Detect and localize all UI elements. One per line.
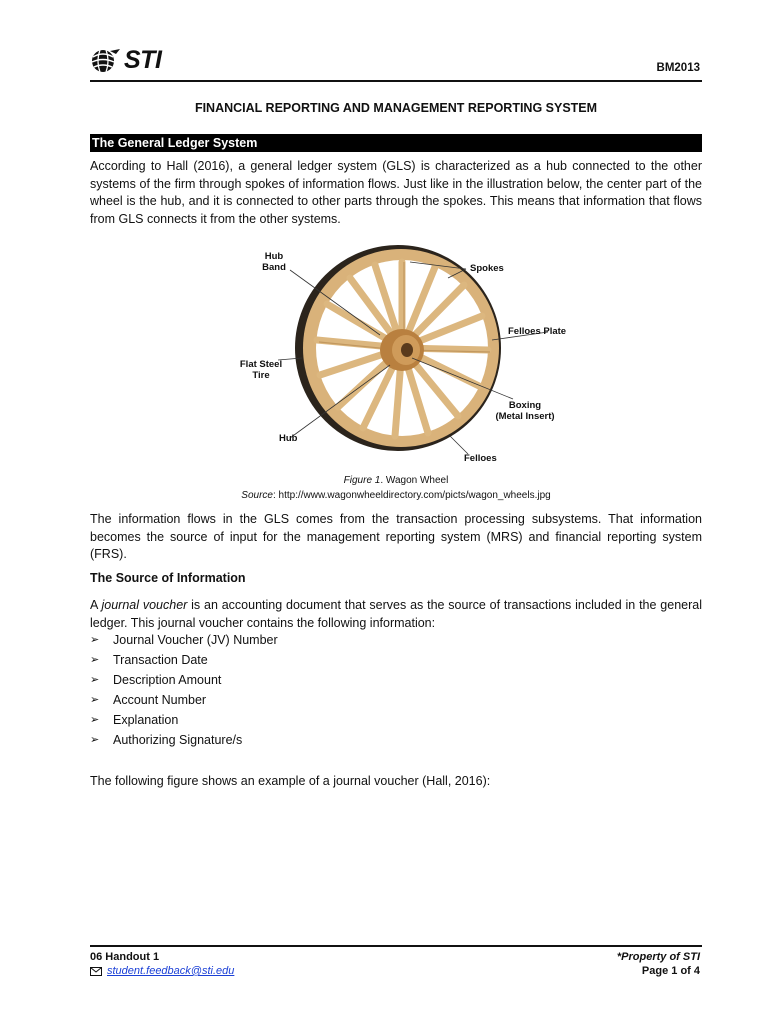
document-code: BM2013 (656, 62, 700, 74)
figure-source: Source: http://www.wagonwheeldirectory.com/picts/wagon_wheels.jpg (241, 490, 551, 501)
footer-divider (90, 945, 702, 947)
arrow-bullet-icon: ➢ (90, 654, 100, 666)
arrow-bullet-icon: ➢ (90, 674, 100, 686)
sti-logo (90, 46, 161, 75)
list-item: ➢ Authorizing Signature/s (90, 730, 278, 750)
arrow-bullet-icon: ➢ (90, 714, 100, 726)
label-hub-band: Hub Band (262, 251, 286, 273)
label-hub: Hub (279, 433, 298, 444)
label-felloes: Felloes (464, 453, 497, 464)
page-number: Page 1 of 4 (641, 965, 700, 977)
header-divider (90, 80, 702, 82)
globe-icon (90, 48, 122, 74)
voucher-info-list (90, 630, 278, 750)
following-figure-text: The following figure shows an example of a journal voucher (Hall, 2016): (90, 774, 491, 788)
journal-voucher-paragraph: A journal voucher is an accounting document that serves as the source of transactions included in the general ledger. This journal voucher contains the following information: (90, 598, 702, 630)
info-flow-paragraph: The information flows in the GLS comes from the transaction processing subsystems. That information becomes the source of input for the management reporting system (MRS) and financial reporting system (FRS). (90, 512, 702, 561)
label-boxing: Boxing (Metal Insert) (495, 400, 555, 422)
wagon-wheel-figure (230, 240, 590, 470)
list-item: ➢ Explanation (90, 710, 278, 730)
list-item: ➢ Description Amount (90, 670, 278, 690)
document-title: FINANCIAL REPORTING AND MANAGEMENT REPORTING SYSTEM (194, 101, 598, 115)
arrow-bullet-icon: ➢ (90, 694, 100, 706)
list-item: ➢ Journal Voucher (JV) Number (90, 630, 278, 650)
handout-label: 06 Handout 1 (90, 951, 160, 963)
list-item: ➢ Account Number (90, 690, 278, 710)
footer-email (90, 965, 234, 977)
figure-caption: Figure 1. Wagon Wheel (343, 475, 449, 486)
arrow-bullet-icon: ➢ (90, 734, 100, 746)
arrow-bullet-icon: ➢ (90, 634, 100, 646)
label-spokes: Spokes (470, 263, 504, 274)
property-note: *Property of STI (616, 951, 700, 963)
email-link[interactable]: student.feedback@sti.edu (107, 965, 235, 977)
intro-paragraph: According to Hall (2016), a general ledger system (GLS) is characterized as a hub connected to the other systems of the firm through spokes of information flows. Just like in the illustration below, the center part of the wheel is the hub, and it is connected to other parts through the spokes. This means that information that flows from GLS connects it from the other systems. (90, 159, 702, 226)
label-felloes-plate: Felloes Plate (508, 326, 567, 337)
envelope-icon (90, 967, 102, 976)
label-flat-steel-tire: Flat Steel Tire (239, 359, 283, 381)
source-heading: The Source of Information (90, 571, 246, 585)
list-item: ➢ Transaction Date (90, 650, 278, 670)
section-heading: The General Ledger System (90, 134, 702, 152)
logo-text: STI (124, 46, 162, 74)
